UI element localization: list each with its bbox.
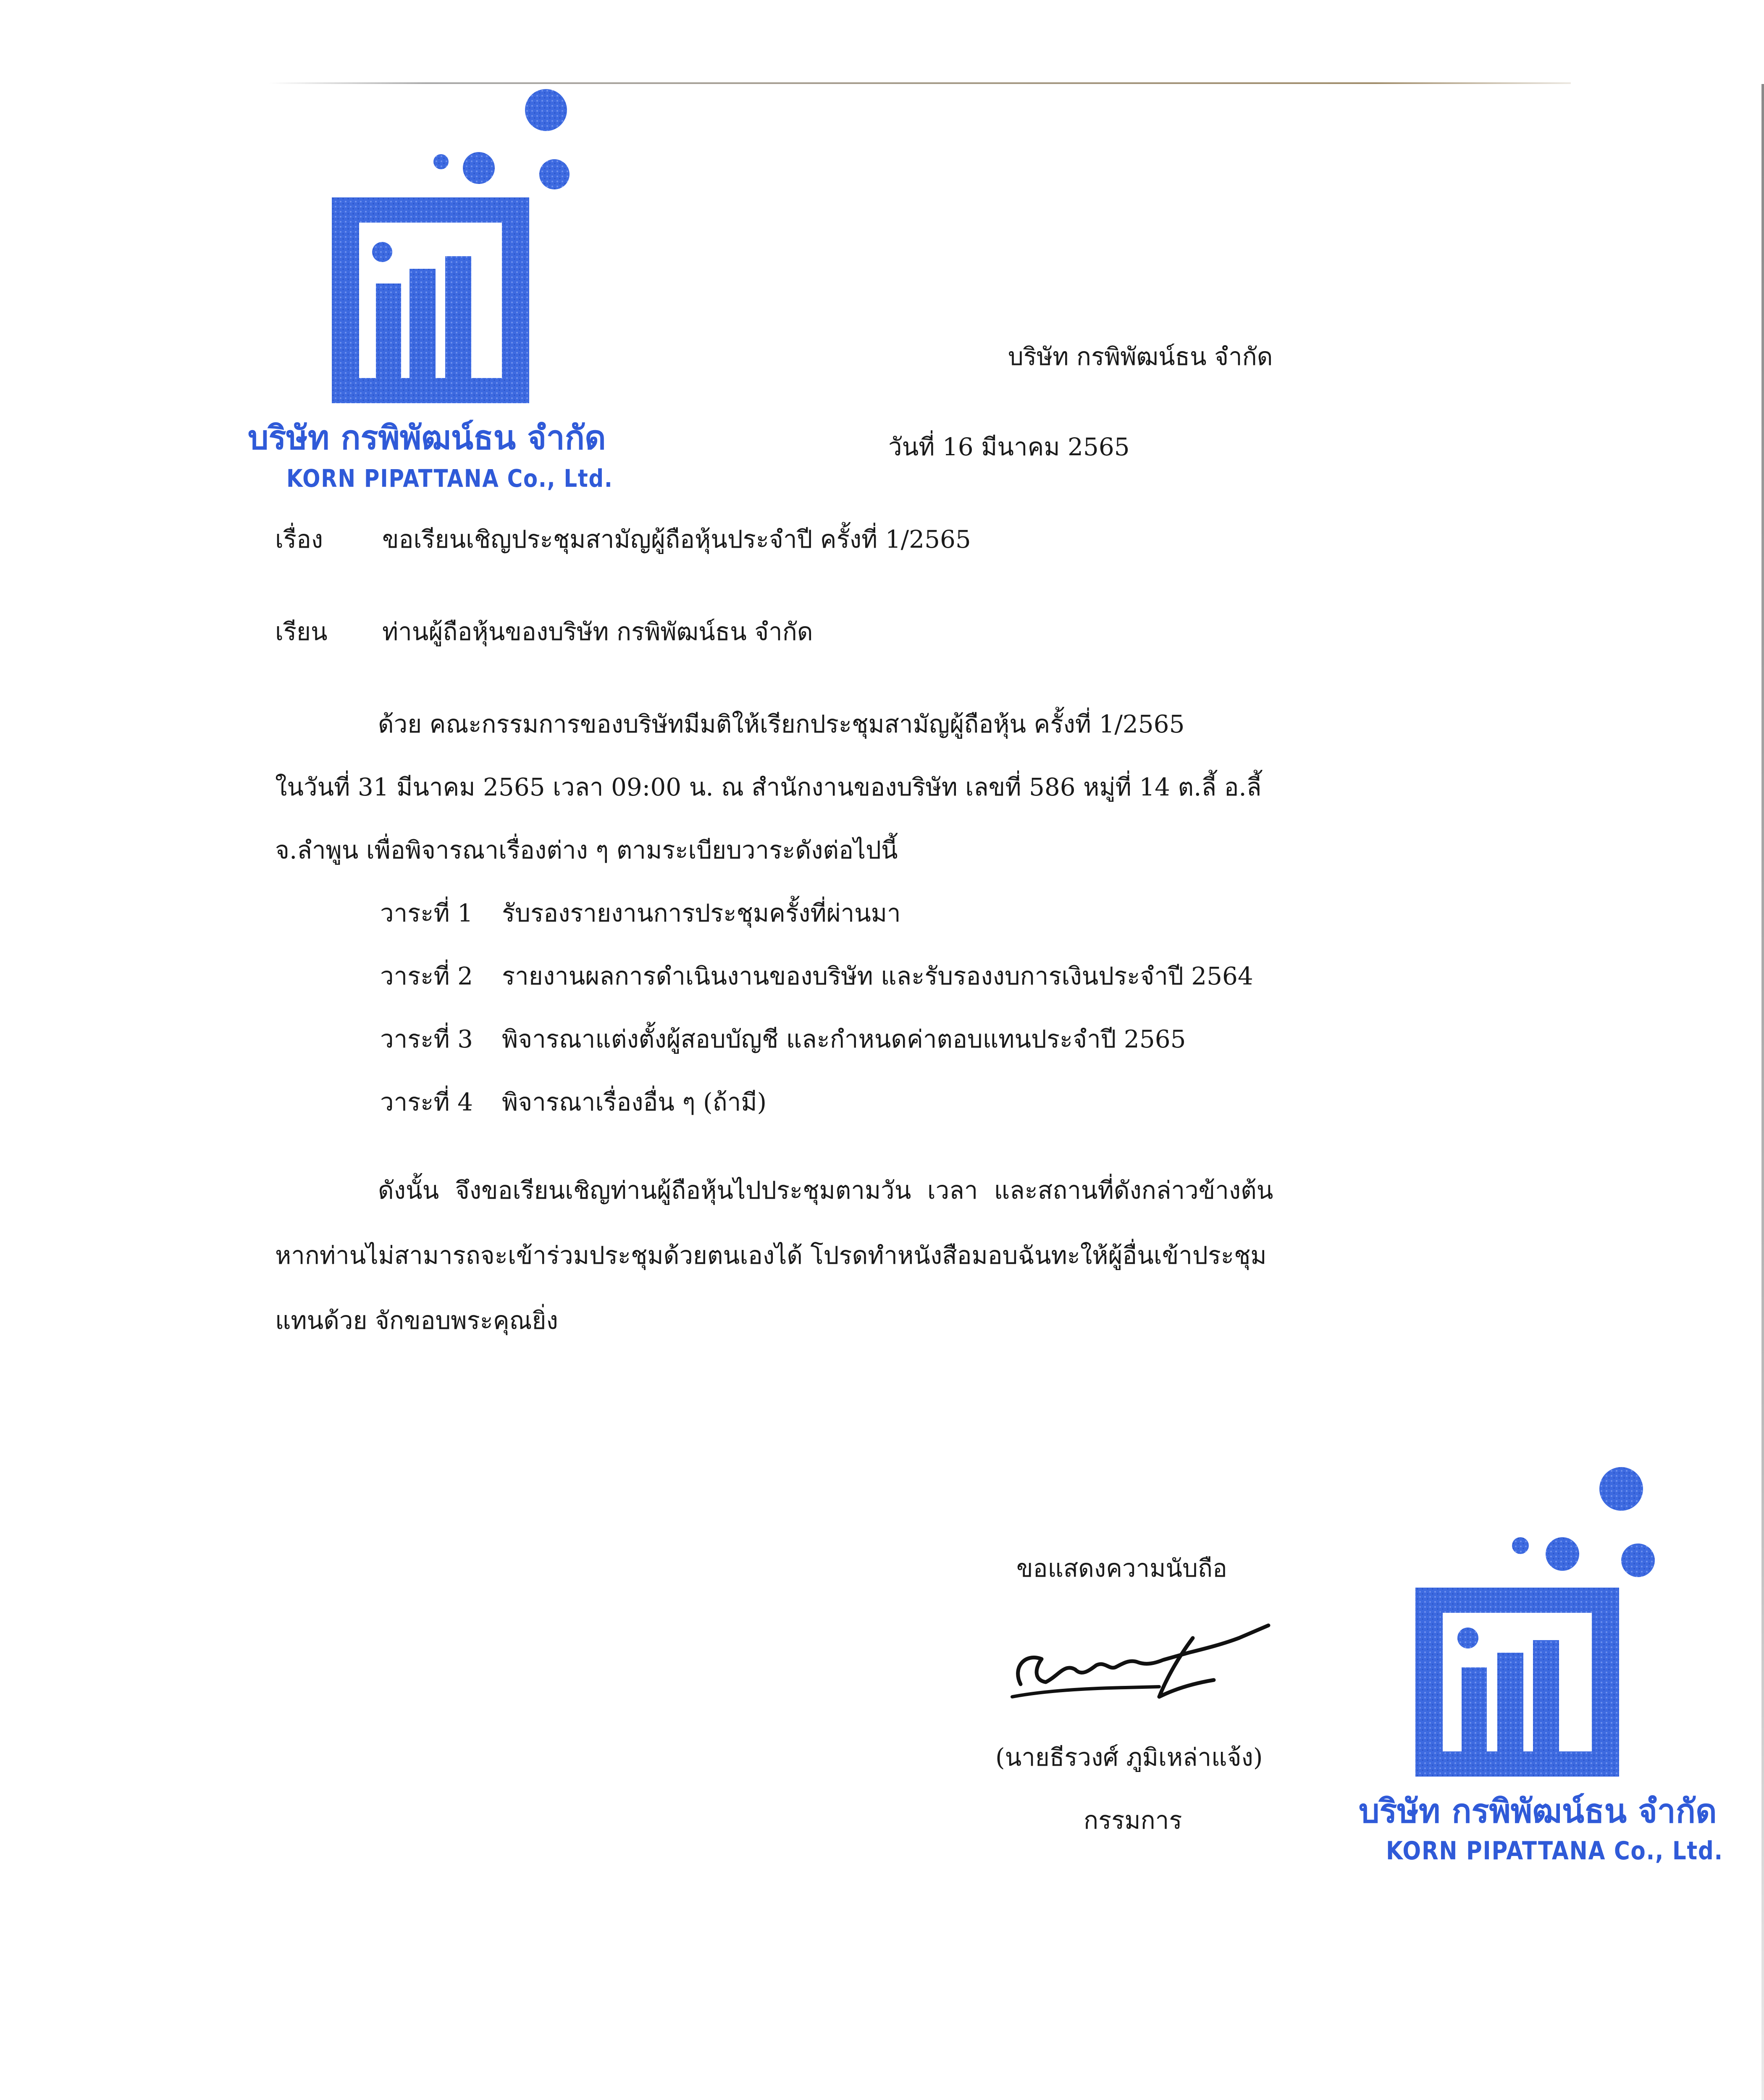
subject-row: [275, 525, 971, 554]
recipient-text: ท่านผู้ถือหุ้นของบริษัท กรพิพัฒน์ธน จำกัด: [382, 617, 813, 646]
logo-building: [1497, 1653, 1523, 1751]
agenda-item-text: พิจารณาแต่งตั้งผู้สอบบัญชี และกำหนดค่าตอบแทนประจำปี 2565: [502, 1025, 1186, 1053]
signer-name: (นายธีรวงศ์ ภูมิเหล่าแจ้ง): [995, 1743, 1263, 1772]
company-header: บริษัท กรพิพัฒน์ธน จำกัด: [1008, 342, 1273, 371]
paragraph2-line: หากท่านไม่สามารถจะเข้าร่วมประชุมด้วยตนเองได้ โปรดทำหนังสือมอบฉันทะให้ผู้อื่นเข้าประชุม: [275, 1241, 1267, 1270]
logo-thai-name: บริษัท กรพิพัฒน์ธน จำกัด: [1359, 1792, 1717, 1830]
letter-date: วันที่ 16 มีนาคม 2565: [888, 433, 1130, 461]
logo-building: [410, 269, 436, 378]
paragraph2-line: แทนด้วย จักขอบพระคุณยิ่ง: [275, 1306, 558, 1335]
logo-bubble: [1546, 1537, 1579, 1571]
logo-building: [376, 284, 401, 378]
agenda-item-label: วาระที่ 3: [380, 1025, 473, 1053]
company-logo-stamp: [1359, 1449, 1760, 1911]
agenda-item-label: วาระที่ 4: [380, 1088, 473, 1116]
logo-bubble: [525, 89, 567, 131]
agenda-item: [380, 962, 1253, 991]
agenda-item-text: รับรองรายงานการประชุมครั้งที่ผ่านมา: [502, 899, 901, 927]
logo-bubble: [1599, 1467, 1643, 1511]
subject-text: ขอเรียนเชิญประชุมสามัญผู้ถือหุ้นประจำปี ครั้งที่ 1/2565: [382, 525, 971, 554]
logo-thai-name: บริษัท กรพิพัฒน์ธน จำกัด: [248, 419, 606, 457]
recipient-row: [275, 617, 813, 647]
company-logo-graphic: [319, 84, 664, 403]
logo-inner-bubble: [1457, 1628, 1478, 1648]
logo-bubble: [1621, 1544, 1655, 1577]
logo-bubble: [463, 152, 495, 184]
handwritten-signature: [995, 1613, 1281, 1714]
paragraph1-line: ในวันที่ 31 มีนาคม 2565 เวลา 09:00 น. ณ สำนักงานของบริษัท เลขที่ 586 หมู่ที่ 14 ต.ลี้ อ.ลี้: [275, 773, 1262, 801]
logo-bubble: [539, 159, 570, 189]
logo-bubble: [1512, 1537, 1529, 1554]
agenda-item-label: วาระที่ 1: [380, 899, 473, 927]
company-logo-graphic: [1399, 1449, 1760, 1777]
logo-building: [1462, 1667, 1487, 1751]
paragraph2-line: ดังนั้น จึงขอเรียนเชิญท่านผู้ถือหุ้นไปประชุมตามวัน เวลา และสถานที่ดังกล่าวข้างต้น: [378, 1176, 1273, 1205]
agenda-item: [380, 1025, 1186, 1054]
logo-inner-bubble: [372, 242, 392, 262]
logo-english-name: KORN PIPATTANA Co., Ltd.: [286, 464, 613, 493]
logo-building: [445, 256, 471, 378]
signer-title: กรรมการ: [1084, 1806, 1182, 1835]
agenda-item-text: รายงานผลการดำเนินงานของบริษัท และรับรองงบการเงินประจำปี 2564: [502, 962, 1253, 990]
logo-bubble: [433, 154, 449, 169]
subject-label: เรื่อง: [275, 525, 323, 554]
agenda-item: [380, 899, 901, 928]
page-edge-shadow: [1761, 84, 1764, 2100]
paragraph1-line: ด้วย คณะกรรมการของบริษัทมีมติให้เรียกประชุมสามัญผู้ถือหุ้น ครั้งที่ 1/2565: [378, 710, 1185, 738]
agenda-item: [380, 1088, 766, 1117]
logo-building: [1533, 1640, 1559, 1751]
agenda-item-label: วาระที่ 2: [380, 962, 473, 990]
agenda-item-text: พิจารณาเรื่องอื่น ๆ (ถ้ามี): [502, 1088, 767, 1116]
closing-salutation: ขอแสดงความนับถือ: [1016, 1554, 1227, 1583]
paragraph1-line: จ.ลำพูน เพื่อพิจารณาเรื่องต่าง ๆ ตามระเบียบวาระดังต่อไปนี้: [275, 836, 898, 864]
company-logo-top: [248, 84, 664, 504]
recipient-label: เรียน: [275, 617, 328, 646]
logo-english-name: KORN PIPATTANA Co., Ltd.: [1386, 1836, 1723, 1866]
